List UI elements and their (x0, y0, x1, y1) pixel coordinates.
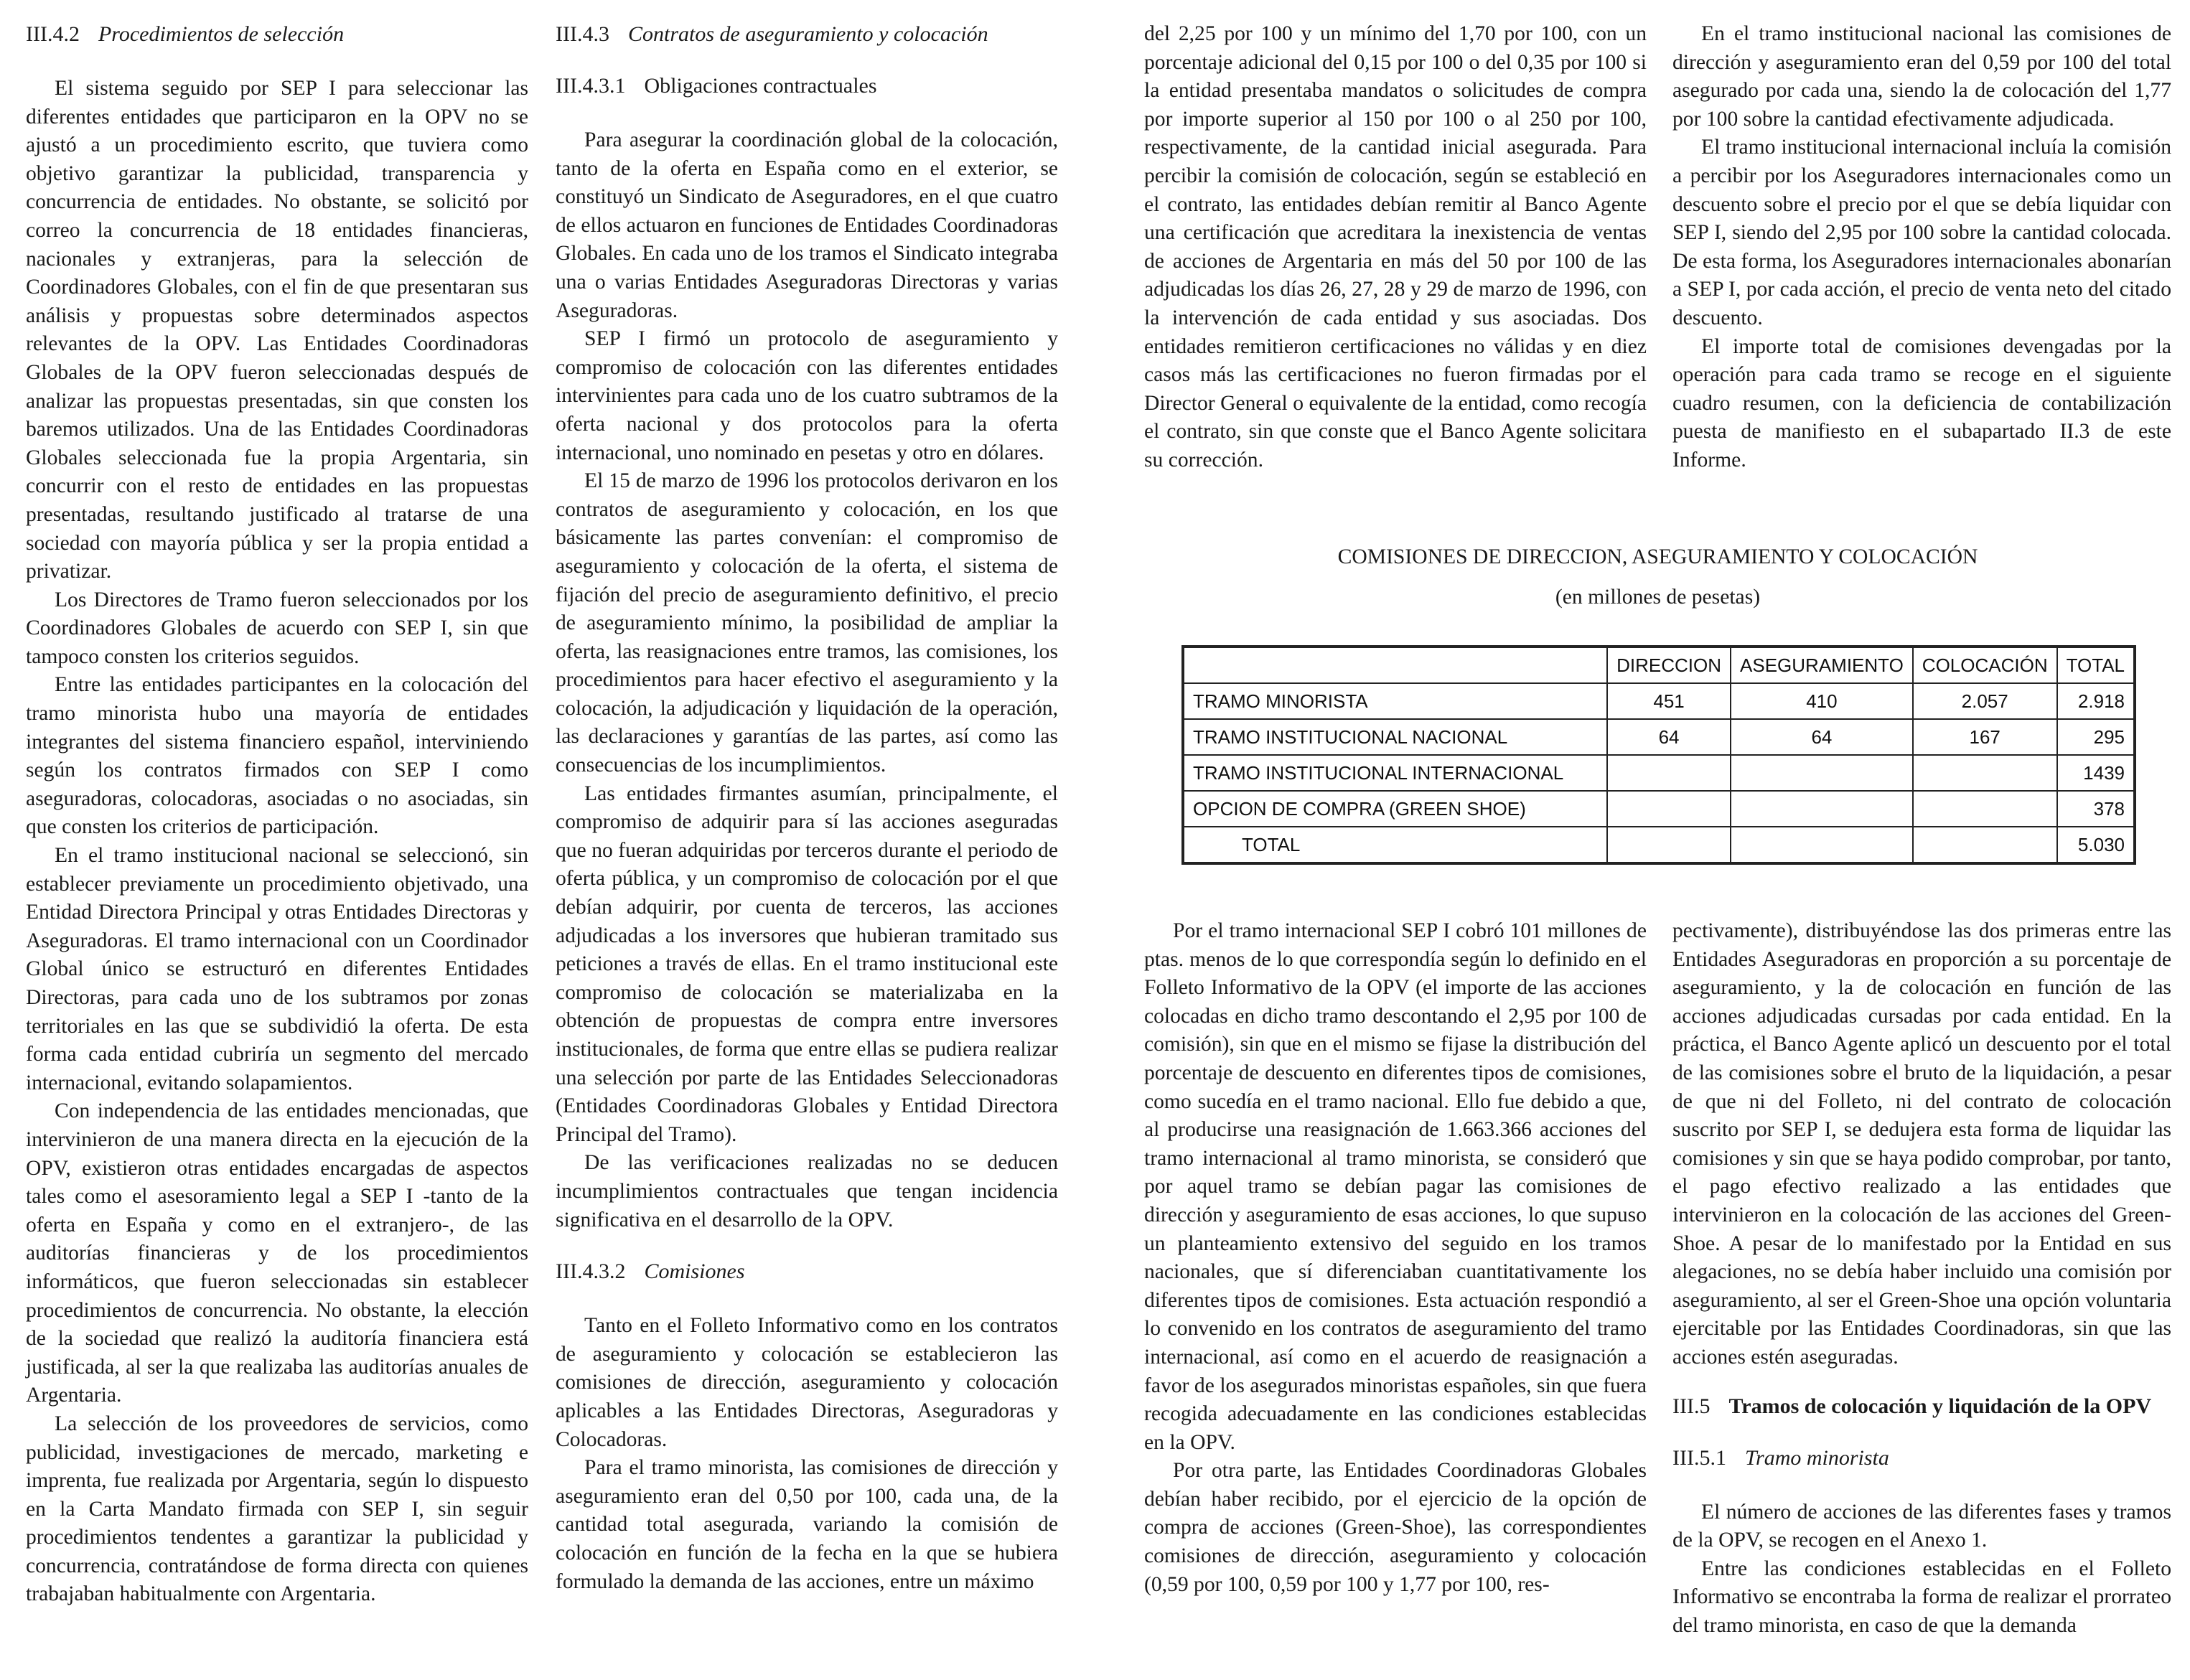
paragraph: del 2,25 por 100 y un mínimo del 1,70 por 100, con un porcentaje adicional del 0,15 por 100 o del 0,35 por 100 si la entidad presentaba mandatos o solicitudes de compra por importe superior al 150 por 100 o al 250 por 100, respectivamente, de la cantidad inicial asegurada. Para percibir la comisión de colocación, según se estableció en el contrato, las entidades debían remitir al Banco Agente una certificación que acreditara la inexistencia de ventas de acciones de Argentaria en más del 50 por 100 de las adjudicadas los días 26, 27, 28 y 29 de marzo de 1996, con la intervención de cada entidad y sus asociadas. Dos entidades remitieron certificaciones no válidas y en diez casos más las certificaciones no fueron firmadas por el Director General o equivalente de la entidad, como recogía el contrato, sin que conste que el Banco Agente solicitara su corrección. (1144, 22, 1647, 471)
cell-colocacion (1913, 827, 2057, 863)
section-title: Tramos de colocación y liquidación de la OPV (1728, 1394, 2152, 1418)
row-label: TRAMO MINORISTA (1183, 683, 1607, 719)
cell-aseguramiento (1731, 791, 1913, 827)
row-label: TOTAL (1183, 827, 1607, 863)
cell-aseguramiento (1731, 755, 1913, 791)
row-label: OPCION DE COMPRA (GREEN SHOE) (1183, 791, 1607, 827)
header-cell-direccion: DIRECCION (1607, 647, 1731, 683)
table-row-total (1183, 827, 2135, 863)
cell-aseguramiento (1731, 827, 1913, 863)
section-number: III.4.2 (26, 22, 80, 46)
column-4-bottom (1672, 917, 2171, 1640)
row-label: TRAMO INSTITUCIONAL INTERNACIONAL (1183, 755, 1607, 791)
paragraph: Las entidades firmantes asumían, principalmente, el compromiso de adquirir para sí las acciones aseguradas que no fueran adquiridas por terceros durante el periodo de oferta pública, y un compromiso de colocación por el que debían adquirir, por cuenta de terceros, las acciones adjudicadas a los inversores que hubieran tramitado sus peticiones a través de ellas. En el tramo institucional este compromiso de colocación se materializaba en la obtención de propuestas de compra entre inversores institucionales, de forma que entre ellas se pudiera realizar una selección por parte de las Entidades Seleccionadoras (Entidades Coordinadoras Globales y Entidad Directora Principal del Tramo). (556, 782, 1058, 1146)
cell-colocacion (1913, 791, 2057, 827)
table-row (1183, 755, 2135, 791)
column-3-bottom (1144, 917, 1647, 1599)
cell-direccion (1607, 755, 1731, 791)
paragraph: El sistema seguido por SEP I para seleccionar las diferentes entidades que participaron en la OPV no se ajustó a un procedimiento escrito, que tuviera como objetivo garantizar la publicidad, transparencia y concurrencia de entidades. No obstante, se solicitó por correo la concurrencia de 18 entidades financieras, nacionales y extranjeras, para la selección de Coordinadores Globales, con el fin de que presentaran sus análisis y propuestas sobre determinados aspectos relevantes de la OPV. Las Entidades Coordinadoras Globales de la OPV fueron seleccionadas después de analizar las propuestas presentadas, sin que consten los baremos utilizados. Una de las Entidades Coordinadoras Globales seleccionada fue la propia Argentaria, sin concurrir con el resto de entidades en las propuestas presentadas, resultando justificado al tratarse de una sociedad con mayoría pública y ser la propia entidad a privatizar. (26, 77, 528, 583)
paragraph: De las verificaciones realizadas no se deducen incumplimientos contractuales que tengan incidencia significativa en el desarrollo de la OPV. (556, 1151, 1058, 1231)
cell-colocacion: 167 (1913, 719, 2057, 755)
cell-direccion (1607, 827, 1731, 863)
paragraph: Con independencia de las entidades mencionadas, que intervinieron de una manera directa en la ejecución de la OPV, existieron otras entidades encargadas de aspectos tales como el asesoramiento legal a SEP I -tanto de la oferta en España y como en el extranjero-, de las auditorías financieras y de los procedimientos informáticos, que fueron seleccionadas sin establecer procedimientos de concurrencia. No obstante, la elección de la sociedad que realizó la auditoría financiera está justificada, al ser la que realizaba las auditorías anuales de Argentaria. (26, 1099, 528, 1407)
table-header-row (1183, 647, 2135, 683)
cell-direccion: 64 (1607, 719, 1731, 755)
column-2 (556, 20, 1058, 1596)
cell-colocacion (1913, 755, 2057, 791)
section-title: Procedimientos de selección (98, 22, 345, 46)
paragraph: El número de acciones de las diferentes fases y tramos de la OPV, se recogen en el Anexo 1. (1672, 1500, 2171, 1552)
paragraph: Para el tramo minorista, las comisiones de dirección y aseguramiento eran del 0,50 por 100, cada una, de la cantidad total asegurada, variando la comisión de colocación en función de la fecha en la que se hubiera formulado la demanda de las acciones, entre un máximo (556, 1456, 1058, 1593)
cell-aseguramiento: 410 (1731, 683, 1913, 719)
paragraph: El tramo institucional internacional incluía la comisión a percibir por los Aseguradores internacionales como un descuento sobre el precio por el que se debía liquidar con SEP I, siendo del 2,95 por 100 sobre la cantidad colocada. De esta forma, los Aseguradores internacionales abonarían a SEP I, por cada acción, el precio de venta neto del citado descuento. (1672, 136, 2171, 329)
subsection-title: Tramo minorista (1744, 1445, 1889, 1470)
table-row (1183, 719, 2135, 755)
cell-colocacion: 2.057 (1913, 683, 2057, 719)
section-number: III.4.3 (556, 22, 609, 46)
commissions-table (1181, 645, 2136, 865)
subsection-number: III.5.1 (1672, 1445, 1726, 1470)
section-title: Contratos de aseguramiento y colocación (627, 22, 988, 46)
paragraph: pectivamente), distribuyéndose las dos primeras entre las Entidades Aseguradoras en proporción a su porcentaje de aseguramiento, y la de colocación en función de las acciones adjudicadas cursadas por cada entidad. En la práctica, el Banco Agente aplicó un descuento por el total de las comisiones sobre el bruto de la liquidación, a pesar de que ni del Folleto, ni del contrato de colocación suscrito por SEP I, se dedujera esta forma de liquidar las comisiones y sin que se haya podido comprobar, por tanto, el pago efectivo realizado a las entidades que intervinieron en la colocación de las acciones del Green-Shoe. A pesar de lo manifestado por la Entidad en sus alegaciones, no se debía haber incluido una comisión por aseguramiento, al ser el Green-Shoe una opción voluntaria ejercitable por las Entidades Coordinadoras, sin que las acciones estén aseguradas. (1672, 919, 2171, 1369)
column-4-top (1672, 20, 2171, 475)
subsection-title: Comisiones (644, 1259, 745, 1284)
subsection-number: III.4.3.2 (556, 1259, 626, 1284)
header-cell-empty (1183, 647, 1607, 683)
subsection-number: III.4.3.1 (556, 74, 626, 98)
header-cell-total: TOTAL (2057, 647, 2135, 683)
paragraph: SEP I firmó un protocolo de aseguramiento y compromiso de colocación con las diferentes entidades intervinientes para cada uno de los cuatro subtramos de la oferta nacional y dos protocolos para la oferta internacional, uno nominado en pesetas y otro en dólares. (556, 327, 1058, 464)
paragraph: El 15 de marzo de 1996 los protocolos derivaron en los contratos de aseguramiento y colocación, en los que básicamente las partes convenían: el compromiso de aseguramiento y colocación de la oferta, el sistema de fijación del precio de aseguramiento definitivo, el precio de aseguramiento mínimo, la posibilidad de ampliar la oferta, las reasignaciones entre tramos, las comisiones, los procedimientos para hacer efectivo el aseguramiento y la colocación, la adjudicación y liquidación de la operación, las declaraciones y garantías de las partes, así como las consecuencias de los incumplimientos. (556, 469, 1058, 777)
cell-aseguramiento: 64 (1731, 719, 1913, 755)
cell-total: 378 (2057, 791, 2135, 827)
subsection-title: Obligaciones contractuales (644, 74, 877, 98)
paragraph: Tanto en el Folleto Informativo como en los contratos de aseguramiento y colocación se establecieron las comisiones de dirección, aseguramiento y colocación aplicables a las Entidades Directoras, Aseguradoras y Colocadoras. (556, 1314, 1058, 1451)
section-number: III.5 (1672, 1394, 1711, 1418)
table-row (1183, 791, 2135, 827)
cell-total: 1439 (2057, 755, 2135, 791)
paragraph: Los Directores de Tramo fueron seleccionados por los Coordinadores Globales de acuerdo con SEP I, sin que tampoco consten los criterios seguidos. (26, 588, 528, 668)
cell-direccion (1607, 791, 1731, 827)
paragraph: Entre las condiciones establecidas en el Folleto Informativo se encontraba la forma de realizar el prorrateo del tramo minorista, en caso de que la demanda (1672, 1557, 2171, 1637)
paragraph: En el tramo institucional nacional las comisiones de dirección y aseguramiento eran del 0,59 por 100 del total asegurado por cada una, siendo la de colocación del 1,77 por 100 sobre la cantidad efectivamente adjudicada. (1672, 22, 2171, 131)
section-heading-III-5 (1672, 1392, 2171, 1421)
paragraph: La selección de los proveedores de servicios, como publicidad, investigaciones de mercado, marketing e imprenta, fue realizada por Argentaria, según lo dispuesto en la Carta Mandato firmada con SEP I, sin seguir procedimientos tendentes a garantizar la publicidad y concurrencia, contratándose de forma directa con quienes trabajaban habitualmente con Argentaria. (26, 1412, 528, 1606)
header-cell-aseguramiento: ASEGURAMIENTO (1731, 647, 1913, 683)
paragraph: En el tramo institucional nacional se seleccionó, sin establecer previamente un procedimiento objetivado, una Entidad Directora Principal y otras Entidades Directoras y Aseguradoras. El tramo internacional con un Coordinador Global único se estructuró en diferentes Entidades Directoras, para cada uno de los subtramos por zonas territoriales en las que se subdividió la oferta. De esta forma cada entidad cubriría un segmento del mercado internacional, evitando solapamientos. (26, 844, 528, 1094)
subsection-heading-III-5-1 (1672, 1444, 2171, 1473)
column-3-top (1144, 20, 1647, 475)
row-label: TRAMO INSTITUCIONAL NACIONAL (1183, 719, 1607, 755)
paragraph: Para asegurar la coordinación global de la colocación, tanto de la oferta en España como en el exterior, se constituyó un Sindicato de Aseguradores, en el que cuatro de ellos actuaron en funciones de Entidades Coordinadoras Globales. En cada uno de los tramos el Sindicato integraba una o varias Entidades Aseguradoras Directoras y varias Aseguradoras. (556, 128, 1058, 322)
subsection-heading-III-4-3-1 (556, 72, 1058, 100)
column-1 (26, 20, 528, 1609)
cell-total: 5.030 (2057, 827, 2135, 863)
section-heading-III-4-3 (556, 20, 1058, 49)
paragraph: Por otra parte, las Entidades Coordinadoras Globales debían haber recibido, por el ejercicio de la opción de compra de acciones (Green-Shoe), las correspondientes comisiones de dirección, aseguramiento y colocación (0,59 por 100, 0,59 por 100 y 1,77 por 100, res- (1144, 1459, 1647, 1596)
cell-total: 2.918 (2057, 683, 2135, 719)
cell-total: 295 (2057, 719, 2135, 755)
table-caption: COMISIONES DE DIRECCION, ASEGURAMIENTO Y COLOCACIÓN (1337, 545, 1978, 568)
header-cell-colocacion: COLOCACIÓN (1913, 647, 2057, 683)
table-subcaption: (en millones de pesetas) (1555, 586, 1761, 609)
paragraph: Por el tramo internacional SEP I cobró 101 millones de ptas. menos de lo que correspondía según lo definido en el Folleto Informativo de la OPV (el importe de las acciones colocadas en dicho tramo descontando el 2,95 por 100 de comisión), sin que en el mismo se fijase la distribución del porcentaje de descuento en diferentes tipos de comisiones, como sucedía en el tramo nacional. Ello fue debido a que, al producirse una reasignación de 1.663.366 acciones del tramo internacional al tramo minorista, se consideró que por aquel tramo se debían pagar las comisiones de dirección y aseguramiento de esas acciones, lo que supuso un planteamiento extensivo del seguido en los tramos nacionales, que sí diferenciaban cuantitativamente los diferentes tipos de comisiones. Esta actuación respondió a lo convenido en los contratos de aseguramiento del tramo internacional, así como en el acuerdo de reasignación a favor de los asegurados minoristas españoles, sin que fuera recogida adecuadamente en las condiciones establecidas en la OPV. (1144, 919, 1647, 1454)
cell-direccion: 451 (1607, 683, 1731, 719)
subsection-heading-III-4-3-2 (556, 1257, 1058, 1286)
paragraph: Entre las entidades participantes en la colocación del tramo minorista hubo una mayoría de entidades integrantes del sistema financiero español, interviniendo según los contratos firmados con SEP I como aseguradoras, colocadoras, asociadas o no asociadas, sin que consten los criterios de participación. (26, 673, 528, 839)
table-row (1183, 683, 2135, 719)
section-heading-III-4-2 (26, 20, 528, 49)
paragraph: El importe total de comisiones devengadas por la operación para cada tramo se recoge en el siguiente cuadro resumen, con la deficiencia de contabilización puesta de manifiesto en el subapartado II.3 de este Informe. (1672, 334, 2171, 471)
